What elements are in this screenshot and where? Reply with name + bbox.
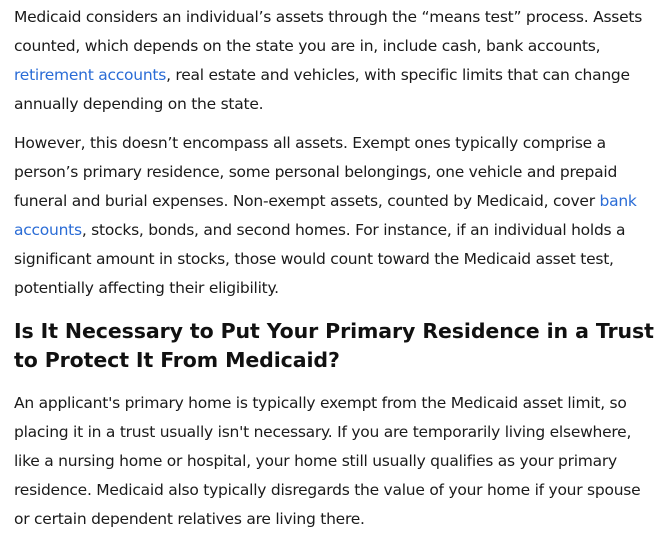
paragraph-text: , stocks, bonds, and second homes. For instance, if an individual holds a significant amount in stocks, those would count toward the Medicaid asset test, potentially affecting their eligibility. <box>14 221 626 297</box>
section-heading: Is It Necessary to Put Your Primary Residence in a Trust to Protect It From Medicaid? <box>14 319 654 372</box>
retirement-accounts-link[interactable]: retirement accounts <box>14 66 167 84</box>
paragraph-means-test <box>14 3 656 119</box>
paragraph-text: , real estate and vehicles, with specific limits that can change annually depending on the state. <box>14 66 630 113</box>
paragraph-exempt-assets <box>14 129 656 303</box>
bank-accounts-link[interactable]: bank accounts <box>14 192 637 239</box>
paragraph-primary-home: An applicant's primary home is typically exempt from the Medicaid asset limit, so placing it in a trust usually isn't necessary. If you are temporarily living elsewhere, like a nursing home or hospital, your home still usually qualifies as your primary residence. Medicaid also typically disregards the value of your home if your spouse or certain dependent relatives are living there. <box>14 394 641 528</box>
paragraph-text: However, this doesn’t encompass all assets. Exempt ones typically comprise a person’s primary residence, some personal belongings, one vehicle and prepaid funeral and burial expenses. Non-exempt assets, counted by Medicaid, cover <box>14 134 618 210</box>
paragraph-text: Medicaid considers an individual’s assets through the “means test” process. Assets counted, which depends on the state you are in, include cash, bank accounts, <box>14 8 643 55</box>
